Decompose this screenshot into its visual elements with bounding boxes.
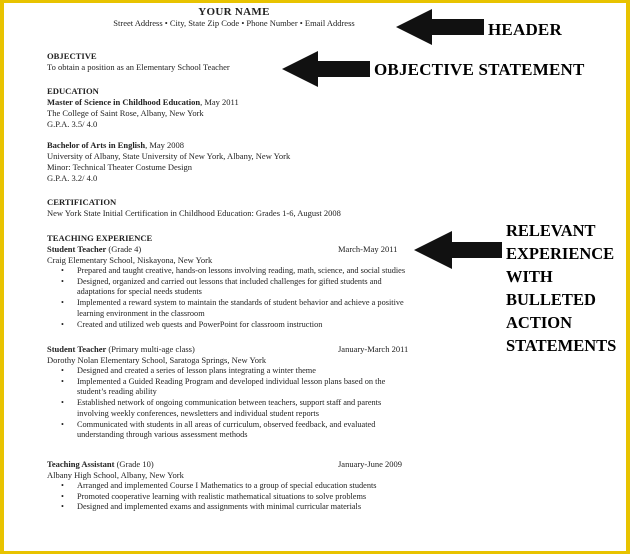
- header-arrow-icon: [396, 9, 486, 45]
- degree1-line: [47, 97, 239, 107]
- bullet-item: [47, 420, 385, 431]
- bullet-dot: •: [61, 266, 64, 275]
- job2-title: Student Teacher: [47, 344, 107, 354]
- degree1-date: , May 2011: [200, 97, 239, 107]
- bullet-text: Designed and implemented exams and assignments with minimal curricular materials: [77, 502, 362, 512]
- objective-heading: OBJECTIVE: [47, 51, 97, 61]
- bullet-continuation: [47, 430, 385, 441]
- contact-line: Street Address • City, State Zip Code • Phone Number • Email Address: [113, 18, 355, 28]
- job3-date: January-June 2009: [338, 459, 402, 469]
- annotation-line: EXPERIENCE: [506, 244, 615, 263]
- job1-bullets: [47, 266, 405, 330]
- bullet-dot: •: [61, 398, 64, 408]
- bullet-text: Communicated with students in all areas of curriculum, observed feedback, and evaluated: [77, 419, 376, 429]
- bullet-continuation: [47, 309, 405, 320]
- degree1-title: Master of Science in Childhood Education: [47, 97, 201, 107]
- bullet-dot: •: [61, 491, 64, 501]
- objective-arrow-icon: [282, 51, 372, 87]
- annotation-line: STATEMENTS: [506, 336, 617, 355]
- bullet-dot: •: [61, 319, 64, 329]
- bullet-dot: •: [61, 276, 64, 286]
- education-heading: EDUCATION: [47, 86, 99, 96]
- job3-detail: (Grade 10): [114, 459, 154, 469]
- bullet-dot: •: [61, 298, 64, 308]
- annotation-line: BULLETED: [506, 290, 596, 309]
- experience-heading: TEACHING EXPERIENCE: [47, 233, 153, 243]
- annotation-line: RELEVANT: [506, 221, 596, 240]
- bullet-item: [47, 481, 377, 492]
- annotation-line: WITH: [506, 267, 553, 286]
- job1-title: Student Teacher: [47, 244, 107, 254]
- objective-annotation: OBJECTIVE STATEMENT: [374, 60, 585, 79]
- bullet-item: [47, 266, 405, 277]
- bullet-item: [47, 502, 377, 513]
- bullet-text: Designed, organized and carried out lessons that included challenges for gifted students and: [77, 276, 382, 286]
- resume-name: YOUR NAME: [198, 6, 270, 18]
- bullet-item: [47, 277, 405, 288]
- job2-bullets: [47, 366, 385, 441]
- bullet-text: understanding through various assessment methods: [77, 430, 248, 440]
- resume-page: [4, 3, 626, 551]
- job2-org: Dorothy Nolan Elementary School, Saratoga Springs, New York: [47, 355, 267, 365]
- job1-title-line: [47, 244, 141, 254]
- bullet-item: [47, 398, 385, 409]
- bullet-dot: •: [61, 502, 64, 512]
- bullet-item: [47, 366, 385, 377]
- job1-detail: (Grade 4): [106, 244, 142, 254]
- job3-bullets: [47, 481, 377, 513]
- bullet-text: Created and utilized web quests and PowerPoint for classroom instruction: [77, 319, 323, 329]
- certification-heading: CERTIFICATION: [47, 197, 117, 207]
- degree2-line: [47, 140, 184, 150]
- job2-date: January-March 2011: [338, 344, 409, 354]
- job3-title-line: [47, 459, 154, 469]
- bullet-item: [47, 298, 405, 309]
- job3-title: Teaching Assistant: [47, 459, 115, 469]
- bullet-continuation: [47, 287, 405, 298]
- job1-org: Craig Elementary School, Niskayona, New York: [47, 255, 213, 265]
- bullet-item: [47, 320, 405, 331]
- degree2-school: University of Albany, State University of New York, Albany, New York: [47, 151, 291, 161]
- job2-detail: (Primary multi-age class): [106, 344, 195, 354]
- degree2-date: , May 2008: [145, 140, 185, 150]
- bullet-continuation: [47, 409, 385, 420]
- bullet-dot: •: [61, 419, 64, 429]
- objective-text: To obtain a position as an Elementary School Teacher: [47, 62, 230, 72]
- bullet-dot: •: [61, 376, 64, 386]
- bullet-dot: •: [61, 366, 64, 375]
- bullet-continuation: [47, 387, 385, 398]
- bullet-text: Prepared and taught creative, hands-on lessons involving reading, math, science, and social studies: [77, 266, 406, 275]
- degree1-school: The College of Saint Rose, Albany, New York: [47, 108, 204, 118]
- bullet-text: student’s reading ability: [77, 387, 157, 397]
- bullet-text: Established network of ongoing communication between teachers, support staff and parents: [77, 398, 382, 408]
- bullet-text: learning environment in the classroom: [77, 308, 205, 318]
- bullet-text: Arranged and implemented Course I Mathematics to a group of special education students: [77, 481, 377, 490]
- bullet-text: Implemented a reward system to maintain the standards of student behavior and achieve a positive: [77, 298, 404, 308]
- bullet-text: involving weekly conferences, newsletters and individual student reports: [77, 408, 319, 418]
- experience-arrow-icon: [414, 231, 504, 269]
- job2-title-line: [47, 344, 195, 354]
- job3-org: Albany High School, Albany, New York: [47, 470, 184, 480]
- bullet-item: [47, 377, 385, 388]
- annotation-line: ACTION: [506, 313, 573, 332]
- job1-date: March-May 2011: [338, 244, 398, 254]
- degree1-gpa: G.P.A. 3.5/ 4.0: [47, 119, 98, 129]
- degree2-gpa: G.P.A. 3.2/ 4.0: [47, 173, 98, 183]
- degree2-minor: Minor: Technical Theater Costume Design: [47, 162, 192, 172]
- bullet-text: adaptations for special needs students: [77, 287, 202, 297]
- bullet-text: Promoted cooperative learning with realistic mathematical situations to solve problems: [77, 491, 367, 501]
- certification-text: New York State Initial Certification in Childhood Education: Grades 1-6, August 2008: [47, 208, 341, 218]
- experience-annotation: [506, 219, 616, 357]
- bullet-dot: •: [61, 481, 64, 490]
- degree2-title: Bachelor of Arts in English: [47, 140, 146, 150]
- bullet-item: [47, 492, 377, 503]
- header-annotation: HEADER: [488, 20, 562, 39]
- bullet-text: Implemented a Guided Reading Program and developed individual lesson plans based on the: [77, 376, 386, 386]
- bullet-text: Designed and created a series of lesson plans integrating a winter theme: [77, 366, 316, 375]
